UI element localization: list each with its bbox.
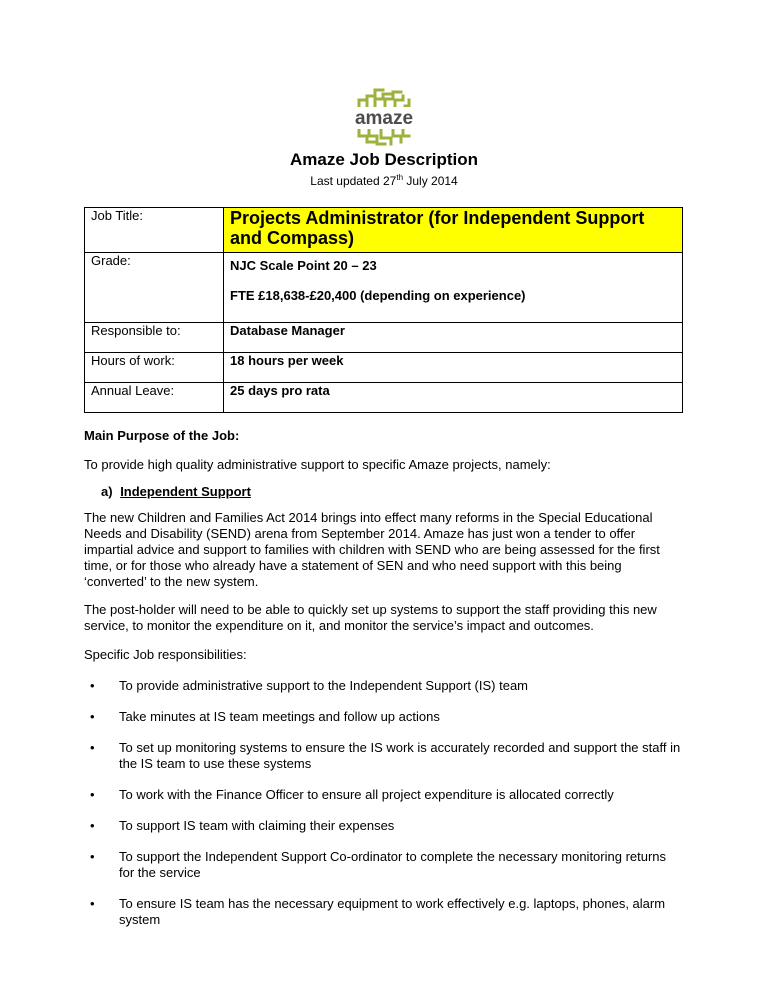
- list-item: [84, 818, 684, 834]
- list-item: [84, 787, 684, 803]
- list-item: [84, 678, 684, 694]
- leave-row: [85, 383, 683, 413]
- list-item: [84, 849, 684, 881]
- purpose-heading: Main Purpose of the Job:: [84, 428, 240, 443]
- hours-row: [85, 353, 683, 383]
- amaze-logo: [345, 86, 423, 150]
- list-item: [84, 709, 684, 725]
- job-title-label: Job Title:: [85, 208, 224, 253]
- list-item: [84, 740, 684, 772]
- grade-fte: FTE £18,638-£20,400 (depending on experience): [230, 288, 526, 303]
- service-paragraph: The post-holder will need to be able to quickly set up systems to support the staff providing this new service, to monitor the expenditure on it, and monitor the service’s impact and outcomes.: [84, 602, 657, 633]
- bullet-icon: •: [90, 678, 95, 693]
- job-description-body: [84, 428, 684, 928]
- section-a-prefix: a): [101, 484, 113, 499]
- responsibilities-list: [84, 678, 684, 928]
- bullet-icon: •: [90, 896, 95, 911]
- bullet-icon: •: [90, 709, 95, 724]
- responsible-value: Database Manager: [224, 323, 683, 353]
- leave-value: 25 days pro rata: [224, 383, 683, 413]
- list-item-text: To ensure IS team has the necessary equipment to work effectively e.g. laptops, phones, alarm system: [119, 896, 666, 927]
- last-updated-suffix: July 2014: [403, 174, 458, 188]
- grade-label: Grade:: [85, 253, 224, 323]
- grade-value: [230, 253, 676, 322]
- list-item-text: To set up monitoring systems to ensure the IS work is accurately recorded and support the staff in the IS team to use these systems: [119, 740, 681, 771]
- grade-scale: NJC Scale Point 20 – 23: [230, 258, 377, 273]
- list-item-text: To support IS team with claiming their expenses: [119, 818, 395, 833]
- list-item-text: To provide administrative support to the Independent Support (IS) team: [119, 678, 529, 693]
- bullet-icon: •: [90, 818, 95, 833]
- grade-row: [85, 253, 683, 323]
- section-a-title: Independent Support: [120, 484, 251, 499]
- hours-value: 18 hours per week: [224, 353, 683, 383]
- purpose-text: To provide high quality administrative support to specific Amaze projects, namely:: [84, 457, 551, 472]
- list-item-text: To support the Independent Support Co-ordinator to complete the necessary monitoring returns for the service: [119, 849, 667, 880]
- bullet-icon: •: [90, 740, 95, 755]
- list-item-text: To work with the Finance Officer to ensure all project expenditure is allocated correctly: [119, 787, 614, 802]
- job-title-row: [85, 208, 683, 253]
- bullet-icon: •: [90, 787, 95, 802]
- responsible-row: [85, 323, 683, 353]
- intro-paragraph: The new Children and Families Act 2014 brings into effect many reforms in the Special Educational Needs and Disability (SEND) arena from September 2014. Amaze has just won a tender to offer impartial advice and support to families with children with SEND who are being assessed for the first time, or for those who already have a statement of SEN and who need support with this being ‘converted’ to the new system.: [84, 510, 660, 589]
- section-a-heading: [84, 484, 684, 500]
- bullet-icon: •: [90, 849, 95, 864]
- last-updated-prefix: Last updated 27: [310, 174, 397, 188]
- last-updated-sup: th: [396, 173, 404, 182]
- list-item-text: Take minutes at IS team meetings and follow up actions: [119, 709, 440, 724]
- job-title-value: Projects Administrator (for Independent Support and Compass): [224, 208, 683, 253]
- grade-cell: [224, 253, 683, 323]
- document-title: Amaze Job Description: [290, 150, 478, 169]
- leave-label: Annual Leave:: [85, 383, 224, 413]
- hours-label: Hours of work:: [85, 353, 224, 383]
- job-info-table: [84, 207, 683, 413]
- list-item: [84, 896, 684, 928]
- responsible-label: Responsible to:: [85, 323, 224, 353]
- responsibilities-heading: Specific Job responsibilities:: [84, 647, 247, 662]
- last-updated: [0, 173, 768, 188]
- svg-text:amaze: amaze: [354, 108, 414, 129]
